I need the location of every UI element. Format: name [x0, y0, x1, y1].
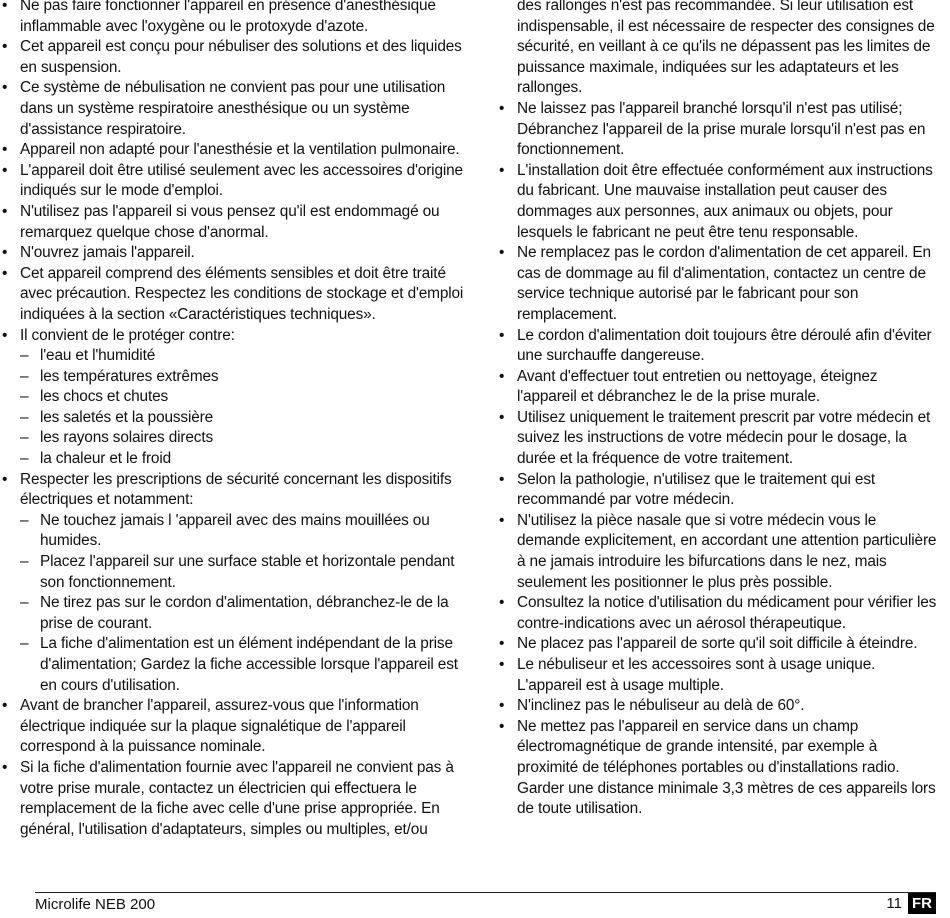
right-bullet-list	[497, 99, 937, 820]
list-item	[0, 243, 476, 264]
left-bullet-list	[0, 0, 476, 840]
list-item	[0, 140, 476, 161]
list-item: • Ne placez pas l'appareil de sorte qu'il soit difficile à éteindre.	[497, 634, 937, 655]
list-item-text: N'ouvrez jamais l'appareil.	[20, 244, 195, 262]
list-item: • Le nébuliseur et les accessoires sont à usage unique. L'appareil est à usage multiple.	[497, 655, 937, 696]
list-item-text: Si la fiche d'alimentation fournie avec l'appareil ne convient pas à votre prise murale, contactez un électricien qui effectuera le remplacement de la fiche avec celle d'une prise appropriée. En général, l'utilisation d'adaptateurs, simples ou multiples, et/ou	[20, 758, 454, 838]
list-item	[0, 202, 476, 243]
sub-list-item: – les chocs et chutes	[20, 387, 476, 408]
list-item	[0, 326, 476, 470]
list-item: • Selon la pathologie, n'utilisez que le traitement qui est recommandé par votre médecin.	[497, 470, 937, 511]
list-item-text: Cet appareil comprend des éléments sensibles et doit être traité avec précaution. Respectez les conditions de stockage et d'emploi indiquées à la section «Caractéristiques techniques».	[20, 264, 464, 323]
sub-list-item: – la chaleur et le froid	[20, 449, 476, 470]
sub-list-item: – les rayons solaires directs	[20, 428, 476, 449]
sub-list-item: – Ne tirez pas sur le cordon d'alimentation, débranchez-le de la prise de courant.	[20, 593, 476, 634]
list-item: • Avant d'effectuer tout entretien ou nettoyage, éteignez l'appareil et débranchez le de la prise murale.	[497, 367, 937, 408]
list-item-text: Respecter les prescriptions de sécurité concernant les dispositifs électriques et notamment:	[20, 470, 452, 509]
footer-rule	[35, 892, 936, 893]
left-column	[0, 0, 476, 840]
list-item: • Ne remplacez pas le cordon d'alimentation de cet appareil. En cas de dommage au fil d'alimentation, contactez un centre de service technique autorisé par le fabricant pour son remplacement.	[497, 243, 937, 325]
list-item: • L'installation doit être effectuée conformément aux instructions du fabricant. Une mauvaise installation peut causer des dommages aux personnes, aux animaux ou objets, pour lesquels le fabricant ne peut être tenu responsable.	[497, 161, 937, 243]
list-item	[0, 696, 476, 758]
list-item	[0, 78, 476, 140]
right-column	[497, 0, 937, 820]
list-item-text: Ce système de nébulisation ne convient pas pour une utilisation dans un système respiratoire anesthésique ou un système d'assistance respiratoire.	[20, 79, 446, 138]
footer-page-info	[886, 893, 936, 914]
list-item	[0, 0, 476, 37]
footer-product-name: Microlife NEB 200	[35, 896, 156, 913]
list-item: • Ne laissez pas l'appareil branché lorsqu'il n'est pas utilisé; Débranchez l'appareil de la prise murale lorsqu'il n'est pas en fonctionnement.	[497, 99, 937, 161]
list-item-text: Cet appareil est conçu pour nébuliser des solutions et des liquides en suspension.	[20, 38, 462, 76]
list-item: • Ne mettez pas l'appareil en service dans un champ électromagnétique de grande intensité, par exemple à proximité de téléphones portables ou d'installations radio. Garder une distance minimale 3,3 mètres de ces appareils lors de toute utilisation.	[497, 717, 937, 820]
sub-list-item: – l'eau et l'humidité	[20, 346, 476, 367]
list-item-text: Ne pas faire fonctionner l'appareil en présence d'anesthésique inflammable avec l'oxygène ou le protoxyde d'azote.	[20, 0, 436, 35]
sub-list-item: – La fiche d'alimentation est un élément indépendant de la prise d'alimentation; Gardez la fiche accessible lorsque l'appareil est en cours d'utilisation.	[20, 634, 476, 696]
list-item-text: L'appareil doit être utilisé seulement avec les accessoires d'origine indiqués sur le mode d'emploi.	[20, 161, 463, 200]
sub-list-item: – les saletés et la poussière	[20, 408, 476, 429]
list-item-text: Il convient de le protéger contre:	[20, 326, 235, 344]
list-item	[0, 264, 476, 326]
continuation-text: des rallonges n'est pas recommandée. Si leur utilisation est indispensable, il est nécessaire de respecter des consignes de sécurité, en veillant à ce qu'ils ne dépassent pas les limites de puissance maximale, indiquées sur les adaptateurs et les rallonges.	[517, 0, 935, 97]
list-item: • Utilisez uniquement le traitement prescrit par votre médecin et suivez les instructions de votre médecin pour le dosage, la durée et la fréquence de votre traitement.	[497, 408, 937, 470]
sub-list-item: – Placez l'appareil sur une surface stable et horizontale pendant son fonctionnement.	[20, 552, 476, 593]
list-item: • Consultez la notice d'utilisation du médicament pour vérifier les contre-indications avec un aérosol thérapeutique.	[497, 593, 937, 634]
list-item: • N'utilisez la pièce nasale que si votre médecin vous le demande explicitement, en accordant une attention particulière à ne jamais introduire les bifurcations dans le nez, mais seulement les positionner le plus près possible.	[497, 511, 937, 593]
sub-list	[20, 511, 476, 696]
list-item-text: Appareil non adapté pour l'anesthésie et la ventilation pulmonaire.	[20, 141, 460, 159]
page-number: 11	[886, 895, 902, 912]
list-item	[0, 758, 476, 840]
sub-list	[20, 346, 476, 470]
sub-list-item: – Ne touchez jamais l 'appareil avec des mains mouillées ou humides.	[20, 511, 476, 552]
list-item: • N'inclinez pas le nébuliseur au delà de 60°.	[497, 696, 937, 717]
list-item	[0, 37, 476, 78]
list-item	[0, 470, 476, 697]
list-item-text: Avant de brancher l'appareil, assurez-vous que l'information électrique indiquée sur la plaque signalétique de l'appareil correspond à la puissance nominale.	[20, 697, 419, 756]
list-item	[0, 161, 476, 202]
list-item-text: N'utilisez pas l'appareil si vous pensez qu'il est endommagé ou remarquez quelque chose d'anormal.	[20, 202, 440, 241]
list-item: • Le cordon d'alimentation doit toujours être déroulé afin d'éviter une surchauffe dangereuse.	[497, 326, 937, 367]
language-badge: FR	[908, 893, 936, 914]
sub-list-item: – les températures extrêmes	[20, 367, 476, 388]
